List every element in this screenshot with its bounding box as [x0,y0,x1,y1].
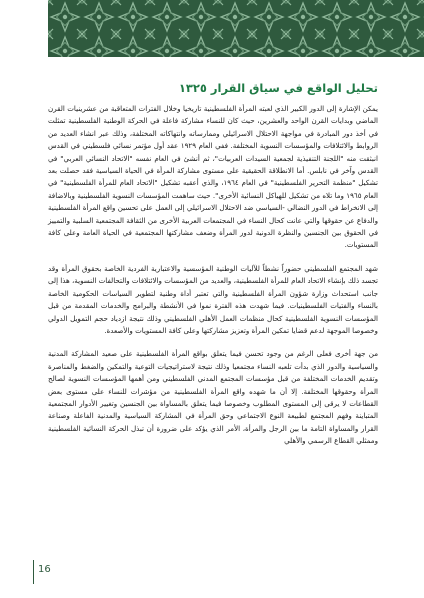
paragraph: يمكن الإشارة إلى الدور الكبير الذي لعبته المرأة الفلسطينية تاريخيا وخلال الفترات المتعاقبة من عشرينيات القرن الماضي وبدايات القرن الواحد والعشرين، حيث كان للنساء مشاركة فاعلة في الحركة الوطنية الفلسطينية تمثلت في أخذ دور المبادرة في مواجهة الاحتلال الاسرائيلي وممارساته وانتهاكاته المختلفة، وذلك عبر انشاء العديد من الروابط والائتلافات والمؤسسات النسوية المختلفة. ففي العام ١٩٢٩ عقد أول مؤتمر نسائي فلسطيني في القدس انبثقت منه "اللجنة التنفيذية لجمعية السيدات العربيات"، ثم أنشئ في العام نفسه "الاتحاد النسائي العربي" في القدس وآخر في نابلس. أما الانطلاقة الحقيقية على مستوى مشاركة المرأة في الحياة السياسية فقد حصلت بعد تشكيل "منظمة التحرير الفلسطينية" في العام ١٩٦٤، والذي أعقبه تشكيل "الاتحاد العام للمرأة الفلسطينية" في العام ١٩٦٥ وما تلاه من تشكيل للهياكل النسائية الأخرى". حيث ساهمت المؤسسات النسوية الفلسطينية وبالاضافة إلى الانخراط في الدور النضالي -السياسي ضد الاحتلال الاسرائيلي إلى العمل على تحسين واقع المرأة الفلسطينية والدفاع عن حقوقها والتي عانت كحال النساء في المجتمعات العربية الأخرى من الثقافة المجتمعية السلبية والتمييز في الحقوق بين الجنسين والنظرة الدونية لدور المرأة وضعف مشاركتها المجتمعية في الحياة العامة وعلى كافة المستويات. [48,104,378,250]
paragraph: من جهة أخرى فعلى الرغم من وجود تحسن فيما يتعلق بواقع المرأة الفلسطينية على صعيد المشاركة المدنية والسياسية والدور الذي بدأت تلعبه النساء مجتمعيا وذلك نتيجة لاستراتيجيات التوعية والتمكين والضغط والمناصرة وتقديم الخدمات المختلفة من قبل مؤسسات المجتمع المدني الفلسطيني ومن أهمها المؤسسات النسوية لصالح المرأة وحقوقها المختلفة. إلا أن ما شهده واقع المرأة الفلسطينية من مؤشرات للنساء على مستوى بعض القطاعات لا يرقى إلى المستوى المطلوب وخصوصا فيما يتعلق بالمساواة بين الجنسين وتغيير الأدوار المجتمعية المتباينة وفهم المجتمع لطبيعة النوع الاجتماعي وحق المرأة في المشاركة السياسية والمدنية الفاعلة وصناعة القرار والمساواة التامة ما بين الرجل والمرأة، الأمر الذي يؤكد على ضرورة أن تبذل الحركة النسائية الفلسطينية وممثلي القطاع الرسمي والأهلي [48,349,378,446]
section-title: تحليل الواقع في سياق القرار ١٣٢٥ [178,81,378,95]
arabesque-banner [48,0,424,57]
footer-divider [33,560,34,584]
arabesque-pattern-icon [48,0,424,57]
paragraph: شهد المجتمع الفلسطيني حضوراً نشطاً للآليات الوطنية المؤسسية والاعتبارية الفردية الخاصة بحقوق المرأة وقد تجسد ذلك بإنشاء الاتحاد العام للمرأة الفلسطينية، والعديد من المؤسسات والائتلافات والتحالفات النسوية، هذا إلى جانب استحداث وزارة شؤون المرأة الفلسطينية والتي تعتبر أداة وطنية لتطوير السياسات الحكومية الخاصة بالنساء والفتيات الفلسطينيات. فيما شهدت هذه الفترة نموا في الأنشطة والبرامج والخدمات المقدمة من قبل المؤسسات النسوية الفلسطينية كحال منظمات العمل الأهلي الفلسطيني وذلك نتيجة ازدياد حجم التمويل الدولي وخصوصا الموجهة لدعم قضايا تمكين المرأة وتعزيز مشاركتها وعلى كافة المستويات والأصعدة. [48,263,378,335]
page-number: 16 [38,564,51,575]
article-body [48,103,378,459]
